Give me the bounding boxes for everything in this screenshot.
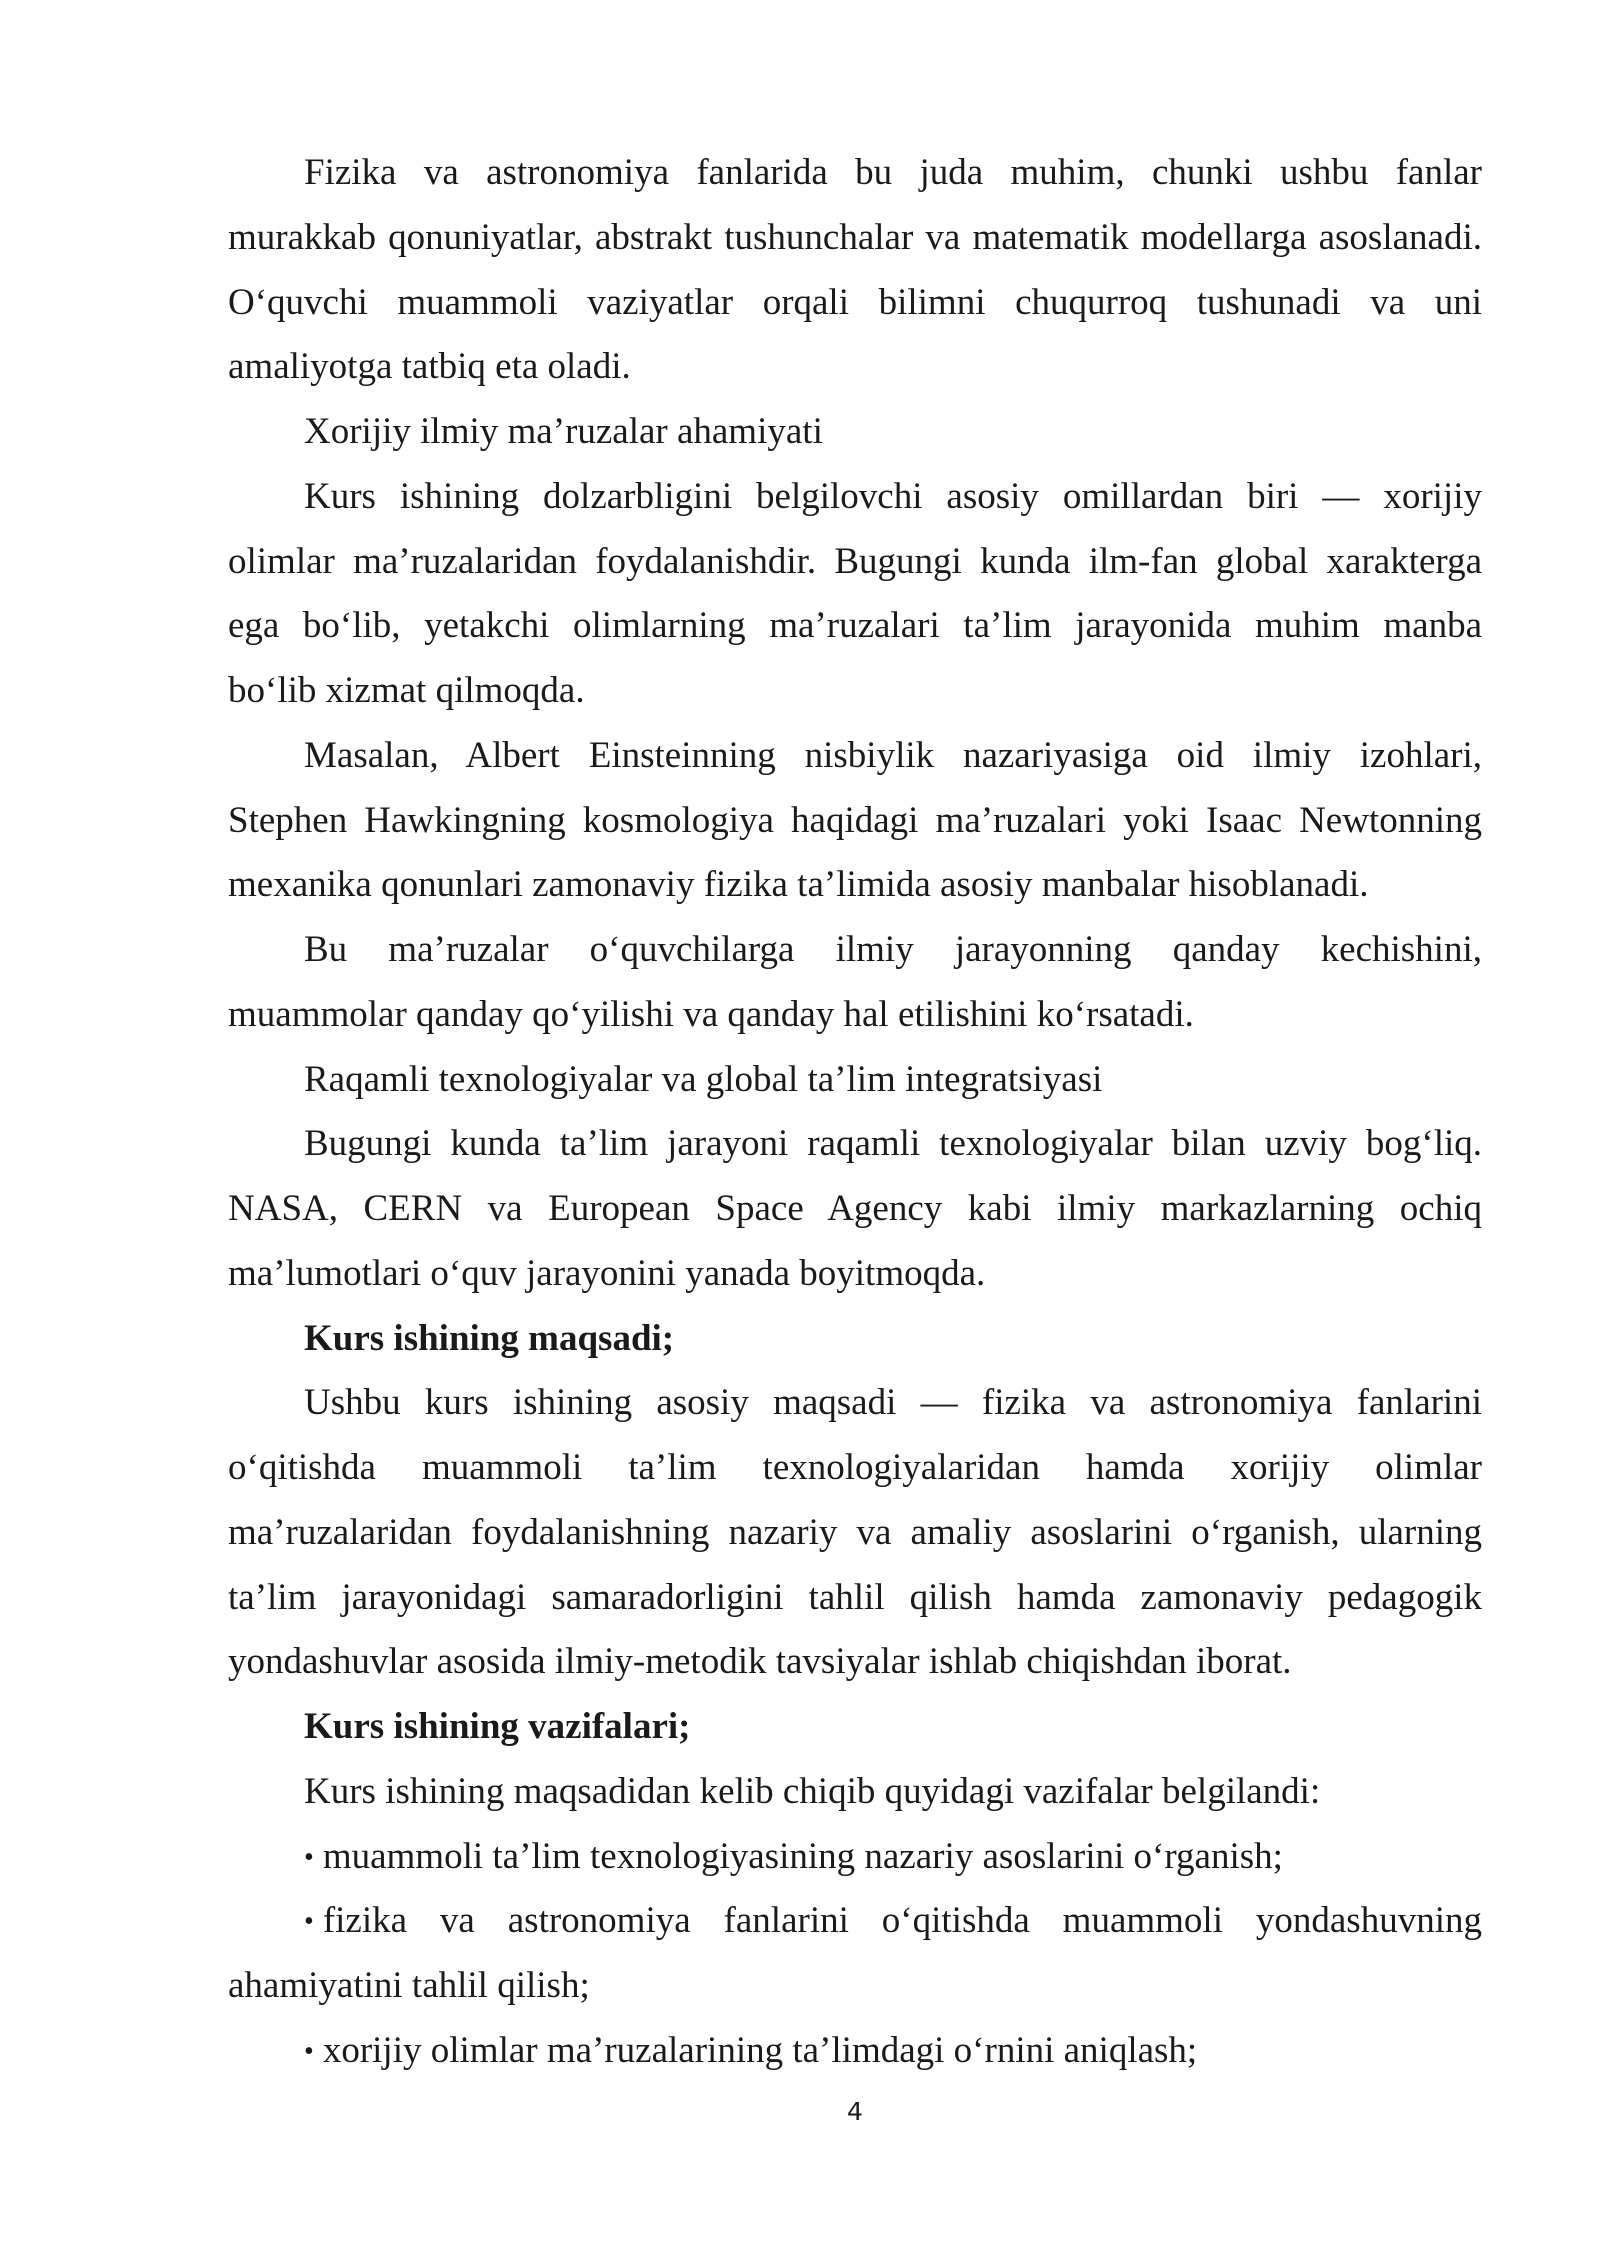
text-line: mexanika qonunlari zamonaviy fizika ta’limida asosiy manbalar hisoblanadi. — [228, 864, 1369, 906]
text-line: ma’ruzalaridan foydalanishning nazariy va amaliy asoslarini o‘rganish, ularning — [228, 1511, 1482, 1553]
paragraph-lectures-show — [228, 918, 1482, 1048]
text-line: Bu ma’ruzalar o‘quvchilarga ilmiy jarayonning qanday kechishini, — [304, 929, 1482, 970]
list-item-line — [228, 1889, 1482, 1954]
text-line: ma’lumotlari o‘quv jarayonini yanada boyitmoqda. — [228, 1252, 986, 1294]
section-title-tasks — [228, 1695, 1482, 1760]
list-item-line — [228, 1825, 1482, 1890]
paragraph-examples — [228, 724, 1482, 918]
paragraph-intro — [228, 141, 1482, 400]
bullet-icon: • — [304, 1841, 314, 1873]
list-item-line — [228, 2019, 1482, 2084]
text-line: murakkab qonuniyatlar, abstrakt tushunchalar va matematik modellarga asoslanadi. — [228, 216, 1482, 258]
page-number: 4 — [847, 2097, 863, 2126]
list-item-text: muammoli ta’lim texnologiyasining nazariy asoslarini o‘rganish; — [322, 1835, 1283, 1877]
list-item — [228, 1889, 1482, 2019]
document-body — [228, 141, 1482, 2084]
text-line: Fizika va astronomiya fanlarida bu juda muhim, chunki ushbu fanlar — [304, 152, 1482, 193]
text-line: o‘qitishda muammoli ta’lim texnologiyalaridan hamda xorijiy olimlar — [228, 1447, 1482, 1488]
paragraph-digital-tech — [228, 1112, 1482, 1306]
list-item — [228, 1825, 1482, 1890]
text-line: Masalan, Albert Einsteinning nisbiylik nazariyasiga oid ilmiy izohlari, — [304, 734, 1482, 776]
section-title-goal — [228, 1307, 1482, 1372]
section-heading-foreign-lectures — [228, 400, 1482, 465]
text-line: O‘quvchi muammoli vaziyatlar orqali bilimni chuqurroq tushunadi va uni — [228, 281, 1482, 323]
bullet-icon: • — [304, 1906, 314, 1938]
text-line: Ushbu kurs ishining asosiy maqsadi — fizika va astronomiya fanlarini — [304, 1382, 1482, 1424]
text-line: NASA, CERN va European Space Agency kabi ilmiy markazlarning ochiq — [228, 1188, 1482, 1229]
heading-line: Xorijiy ilmiy ma’ruzalar ahamiyati — [304, 411, 823, 452]
text-line: Kurs ishining maqsadidan kelib chiqib quyidagi vazifalar belgilandi: — [304, 1770, 1321, 1812]
bold-heading-line: Kurs ishining vazifalari; — [304, 1706, 691, 1747]
text-line: ta’lim jarayonidagi samaradorligini tahlil qilish hamda zamonaviy pedagogik — [228, 1576, 1482, 1618]
heading-line: Raqamli texnologiyalar va global ta’lim integratsiyasi — [304, 1058, 1103, 1100]
text-line: olimlar ma’ruzalaridan foydalanishdir. Bugungi kunda ilm-fan global xarakterga — [228, 540, 1482, 582]
paragraph-relevance — [228, 465, 1482, 724]
paragraph-goal — [228, 1371, 1482, 1695]
text-line: Stephen Hawkingning kosmologiya haqidagi ma’ruzalari yoki Isaac Newtonning — [228, 799, 1482, 841]
text-line: Kurs ishining dolzarbligini belgilovchi asosiy omillardan biri — xorijiy — [304, 475, 1482, 517]
text-line: bo‘lib xizmat qilmoqda. — [228, 670, 585, 711]
text-line: muammolar qanday qo‘yilishi va qanday hal etilishini ko‘rsatadi. — [228, 993, 1194, 1035]
bullet-icon: • — [304, 2035, 314, 2067]
section-heading-digital-tech — [228, 1048, 1482, 1113]
paragraph-tasks-intro — [228, 1760, 1482, 1825]
list-item-text: fizika va astronomiya fanlarini o‘qitishda muammoli yondashuvning — [322, 1900, 1482, 1942]
bold-heading-line: Kurs ishining maqsadi; — [304, 1317, 675, 1359]
list-item-text: xorijiy olimlar ma’ruzalarining ta’limdagi o‘rnini aniqlash; — [322, 2029, 1198, 2071]
list-item-line: ahamiyatini tahlil qilish; — [228, 1965, 590, 2006]
list-item — [228, 2019, 1482, 2084]
text-line: amaliyotga tatbiq eta oladi. — [228, 346, 631, 388]
text-line: ega bo‘lib, yetakchi olimlarning ma’ruzalari ta’lim jarayonida muhim manba — [228, 605, 1482, 647]
text-line: Bugungi kunda ta’lim jarayoni raqamli texnologiyalar bilan uzviy bog‘liq. — [304, 1123, 1482, 1165]
text-line: yondashuvlar asosida ilmiy-metodik tavsiyalar ishlab chiqishdan iborat. — [228, 1641, 1292, 1683]
